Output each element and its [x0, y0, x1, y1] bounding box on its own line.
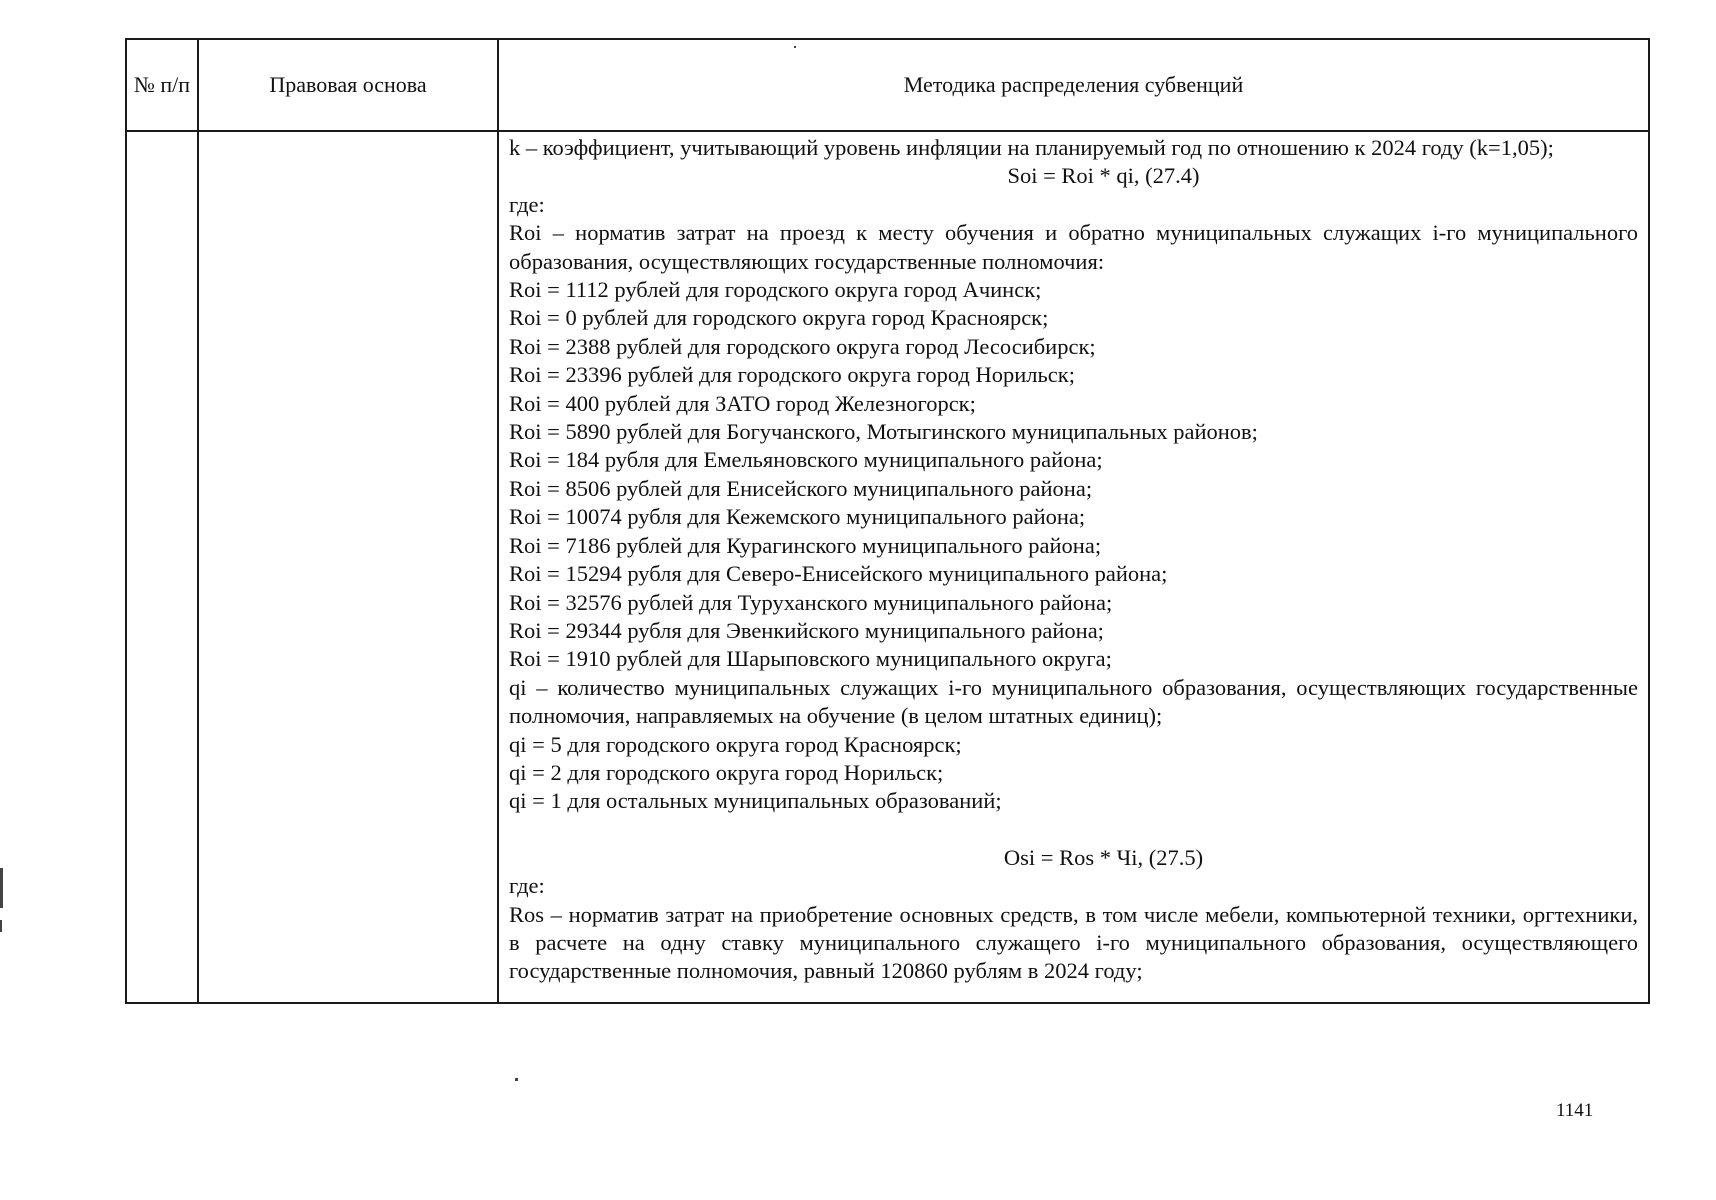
ros-definition: Ros – норматив затрат на приобретение основных средств, в том числе мебели, компьютерной техники, оргтехники, в расчете на одну ставку муниципального служащего i-го муниципального образования, осуществляющего государственные полномочия, равный 120860 рублям в 2024 году;: [509, 901, 1638, 984]
table-row: [126, 131, 1649, 1003]
header-methodology: Методика распределения субвенций: [498, 39, 1649, 131]
roi-value: Roi = 5890 рублей для Богучанского, Мотыгинского муниципальных районов;: [509, 419, 1258, 445]
roi-value: Roi = 2388 рублей для городского округа город Лесосибирск;: [509, 333, 1096, 359]
roi-value: Roi = 10074 рубля для Кежемского муниципального района;: [509, 504, 1086, 530]
roi-value: Roi = 1112 рублей для городского округа город Ачинск;: [509, 277, 1042, 303]
spacer: [509, 816, 1638, 844]
roi-value: Roi = 7186 рублей для Курагинского муниципального района;: [509, 532, 1102, 558]
cell-methodology: [498, 131, 1649, 1003]
roi-value: Roi = 184 рубля для Емельяновского муниципального района;: [509, 447, 1103, 473]
roi-definition: Roi – норматив затрат на проезд к месту обучения и обратно муниципальных служащих i-го муниципального образования, осуществляющих государственные полномочия:: [509, 220, 1638, 274]
where-label: где:: [509, 191, 545, 217]
roi-value: Roi = 1910 рублей для Шарыповского муниципального округа;: [509, 646, 1112, 672]
cell-number: [126, 131, 198, 1003]
formula-27-5: Osi = Ros * Чi, (27.5): [1003, 844, 1204, 870]
methodology-table: [125, 38, 1650, 1004]
k-coefficient-text: k – коэффициент, учитывающий уровень инфляции на планируемый год по отношению к 2024 году (k=1,05);: [509, 135, 1554, 160]
table-header: [126, 39, 1649, 131]
formula-27-4: Soi = Roi * qi, (27.4): [1007, 163, 1200, 189]
qi-definition: qi – количество муниципальных служащих i-го муниципального образования, осуществляющих государственные полномочия, направляемых на обучение (в целом штатных единиц);: [509, 674, 1638, 729]
page-number: 1141: [1556, 1100, 1594, 1121]
roi-value: Roi = 8506 рублей для Енисейского муниципального района;: [509, 475, 1093, 501]
scan-speck: [0, 920, 2, 932]
scan-speck: [0, 868, 3, 908]
scan-speck: [515, 1078, 518, 1081]
roi-value: Roi = 32576 рублей для Туруханского муниципального района;: [509, 589, 1113, 615]
where-label: где:: [509, 873, 545, 899]
qi-value: qi = 1 для остальных муниципальных образований;: [509, 788, 1002, 814]
cell-legal-basis: [198, 131, 498, 1003]
roi-value: Roi = 15294 рубля для Северо-Енисейского муниципального района;: [509, 561, 1168, 587]
qi-value: qi = 2 для городского округа город Норильск;: [509, 759, 944, 785]
qi-value: qi = 5 для городского округа город Красноярск;: [509, 731, 962, 757]
roi-value: Roi = 29344 рубля для Эвенкийского муниципального района;: [509, 617, 1104, 643]
roi-value: Roi = 0 рублей для городского округа город Красноярск;: [509, 305, 1049, 331]
header-number: № п/п: [126, 39, 198, 131]
scan-speck: [794, 46, 796, 48]
header-legal-basis: Правовая основа: [198, 39, 498, 131]
roi-value: Roi = 400 рублей для ЗАТО город Железногорск;: [509, 390, 976, 416]
roi-value: Roi = 23396 рублей для городского округа город Норильск;: [509, 362, 1075, 388]
